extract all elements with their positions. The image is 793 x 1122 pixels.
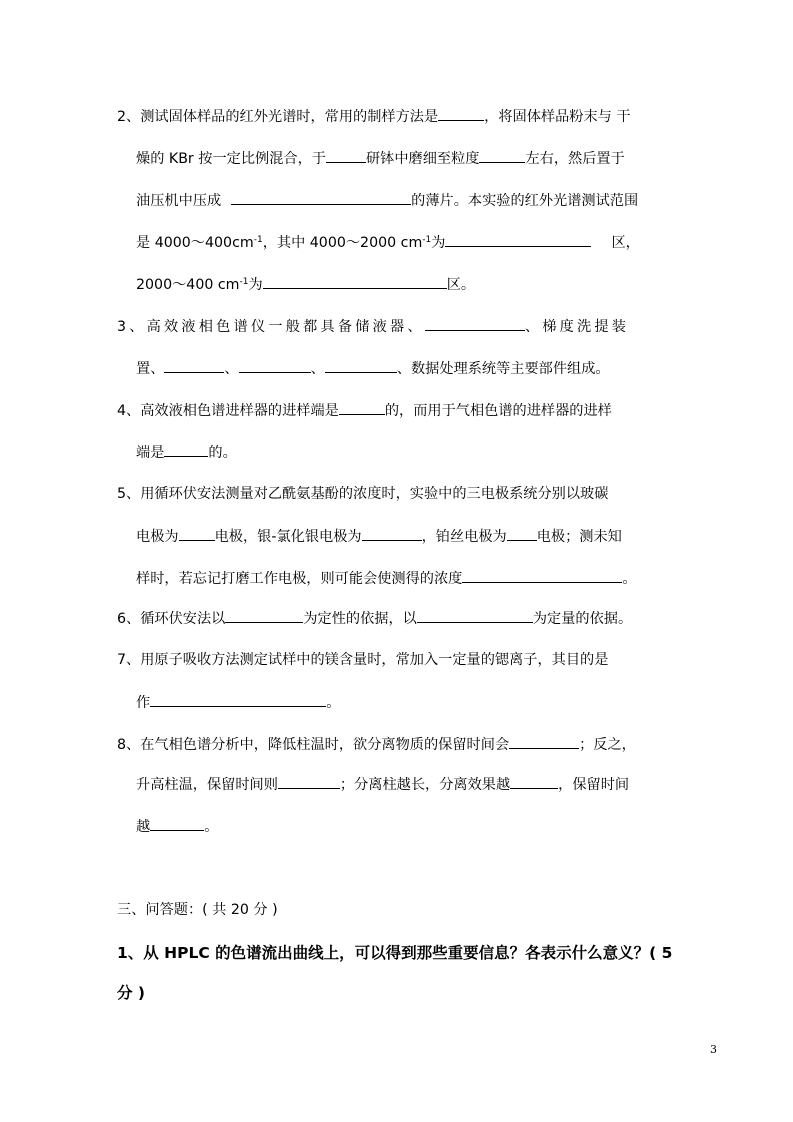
answer-blank[interactable] [479, 148, 525, 163]
qa1-line-2: 分 ) [117, 984, 145, 1002]
answer-blank[interactable] [179, 526, 215, 541]
answer-blank[interactable] [510, 774, 558, 789]
q3-line-1: 3、高效液相色谱仪一般都具备储液器、 、梯度洗提装 [117, 316, 629, 337]
q4-line-2: 端是 的。 [136, 442, 237, 463]
q8-line-1: 8、在气相色谱分析中，降低柱温时，欲分离物质的保留时间会 ；反之， [117, 734, 636, 755]
answer-blank[interactable] [325, 358, 397, 373]
answer-blank[interactable] [509, 734, 579, 749]
q5-line-2: 电极为 电极，银-氯化银电极为 ，铂丝电极为 电极；测未知 [136, 526, 622, 547]
answer-blank[interactable] [417, 608, 533, 623]
answer-blank[interactable] [231, 190, 411, 205]
q5-line-1: 5、用循环伏安法测量对乙酰氨基酚的浓度时，实验中的三电极系统分别以玻碳 [117, 486, 609, 502]
q4-line-1: 4、高效液相色谱进样器的进样端是 的，而用于气相色谱的进样器的进样 [117, 400, 612, 421]
qa1-line-1: 1、从 HPLC 的色谱流出曲线上，可以得到那些重要信息？各表示什么意义？( 5 [117, 944, 673, 962]
answer-blank[interactable] [362, 526, 422, 541]
answer-blank[interactable] [150, 816, 204, 831]
answer-blank[interactable] [164, 358, 224, 373]
q2-line-1: 2、测试固体样品的红外光谱时，常用的制样方法是 ，将固体样品粉末与 干 [117, 106, 631, 127]
answer-blank[interactable] [150, 692, 326, 707]
q7-line-2: 作 。 [136, 692, 340, 713]
answer-blank[interactable] [445, 232, 591, 247]
answer-blank[interactable] [239, 358, 311, 373]
answer-blank[interactable] [462, 568, 622, 583]
q6-line-1: 6、循环伏安法以 为定性的依据，以 为定量的依据。 [117, 608, 632, 629]
q2-line-3: 油压机中压成 的薄片。本实验的红外光谱测试范围 [136, 190, 638, 211]
q2-line-2: 燥的 KBr 按一定比例混合，于 研钵中磨细至粒度 左右，然后置于 [136, 148, 625, 169]
answer-blank[interactable] [263, 274, 447, 289]
q3-line-2: 置、 、 、 、数据处理系统等主要部件组成。 [136, 358, 610, 379]
answer-blank[interactable] [278, 774, 340, 789]
page-number: 3 [710, 1043, 717, 1056]
answer-blank[interactable] [339, 400, 385, 415]
q8-line-3: 越 。 [136, 816, 218, 837]
answer-blank[interactable] [225, 608, 303, 623]
q5-line-3: 样时，若忘记打磨工作电极，则可能会使测得的浓度 。 [136, 568, 637, 589]
answer-blank[interactable] [164, 442, 208, 457]
answer-blank[interactable] [507, 526, 537, 541]
q2-line-4: 是 $4000\sim 400cm^{-1}$，其中 4000～2000 $cm^{-1}$为 区， [136, 232, 640, 253]
section-heading: 三、问答题：( 共 20 分 ) [117, 902, 278, 918]
answer-blank[interactable] [425, 316, 525, 331]
q2-line-5: 2000～400 $cm^{-1}$为 区。 [136, 274, 475, 295]
answer-blank[interactable] [326, 148, 366, 163]
q8-line-2: 升高柱温，保留时间则 ；分离柱越长，分离效果越 ，保留时间 [136, 774, 629, 795]
q7-line-1: 7、用原子吸收方法测定试样中的镁含量时，常加入一定量的锶离子，其目的是 [117, 652, 609, 668]
answer-blank[interactable] [438, 106, 484, 121]
